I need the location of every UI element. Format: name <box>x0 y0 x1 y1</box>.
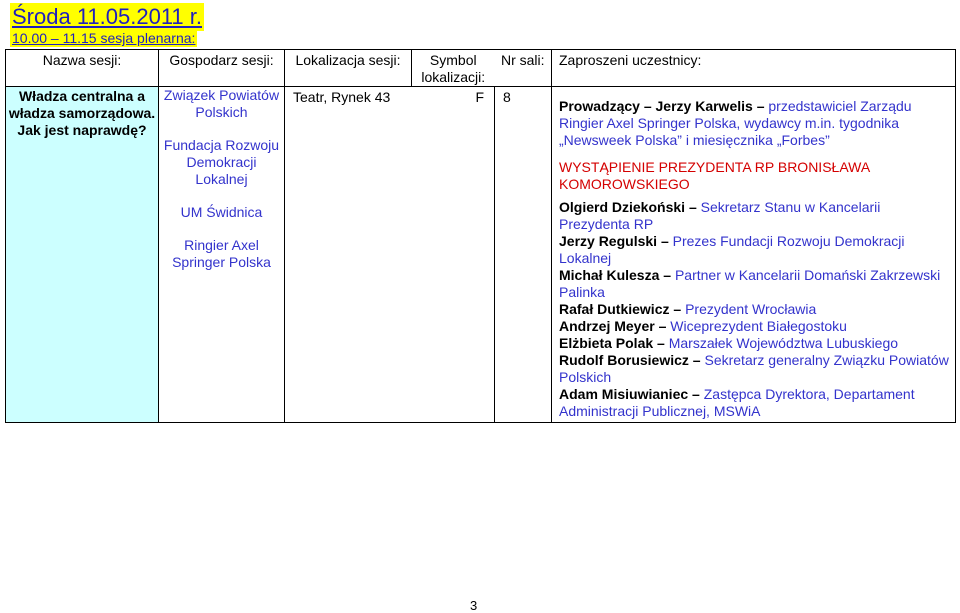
col-header-participants: Zaproszeni uczestnicy: <box>552 50 956 87</box>
host-cell <box>159 87 285 423</box>
participant-item: Michał Kulesza – Partner w Kancelarii Domański Zakrzewski Palinka <box>559 267 941 300</box>
date-text: Środa 11.05.2011 r. <box>12 4 202 29</box>
page-number: 3 <box>470 598 478 613</box>
participant-item: Rafał Dutkiewicz – Prezydent Wrocławia <box>559 301 817 317</box>
participant-item: Elżbieta Polak – Marszałek Województwa Lubuskiego <box>559 335 899 351</box>
date-heading <box>10 3 204 31</box>
col-header-room: Nr sali: <box>495 50 552 87</box>
col-header-name: Nazwa sesji: <box>6 50 159 87</box>
participant-item: Olgierd Dziekoński – Sekretarz Stanu w Kancelarii Prezydenta RP <box>559 199 881 232</box>
moderator-role: przedstawiciel Zarządu Ringier Axel Springer Polska, wydawcy m.in. tygodnika „Newsweek Polska” i miesięcznika „Forbes” <box>559 98 912 148</box>
participant-item: Jerzy Regulski – Prezes Fundacji Rozwoju Demokracji Lokalnej <box>559 233 905 266</box>
col-header-symbol: Symbol lokalizacji: <box>412 50 495 87</box>
session-name: Władza centralna a władza samorządowa. Jak jest naprawdę? <box>8 88 156 138</box>
host-item: Fundacja Rozwoju Demokracji Lokalnej <box>163 137 280 187</box>
table-header-row <box>6 50 956 87</box>
location-symbol: F <box>475 89 484 105</box>
session-time-text: 10.00 – 11.15 sesja plenarna: <box>12 30 196 46</box>
participant-item: Andrzej Meyer – Wiceprezydent Białegostoku <box>559 318 847 334</box>
room-cell <box>495 87 552 423</box>
col-header-location: Lokalizacja sesji: <box>285 50 412 87</box>
participant-item: Adam Misiuwianiec – Zastępca Dyrektora, Departament Administracji Publicznej, MSWiA <box>559 386 915 419</box>
session-time-heading <box>10 30 197 47</box>
col-header-host: Gospodarz sesji: <box>159 50 285 87</box>
program-table <box>5 49 956 423</box>
host-item: Ringier Axel Springer Polska <box>172 237 271 270</box>
participant-item: Rudolf Borusiewicz – Sekretarz generalny Związku Powiatów Polskich <box>559 352 949 385</box>
room-number: 8 <box>503 89 511 105</box>
session-name-cell <box>6 87 159 423</box>
host-item: Związek Powiatów Polskich <box>163 87 280 120</box>
speech-announcement: WYSTĄPIENIE PREZYDENTA RP BRONISŁAWA KOMOROWSKIEGO <box>559 159 870 192</box>
table-row <box>6 87 956 423</box>
location-text: Teatr, Rynek 43 <box>293 89 391 105</box>
moderator-line: Prowadzący – Jerzy Karwelis – przedstawiciel Zarządu Ringier Axel Springer Polska, wydawcy m.in. tygodnika „Newsweek Polska” i miesięcznika „Forbes” <box>559 98 912 148</box>
host-item: UM Świdnica <box>180 204 263 220</box>
location-cell <box>285 87 495 423</box>
participants-cell <box>552 87 956 423</box>
moderator-label: Prowadzący <box>559 98 640 114</box>
moderator-name: Jerzy Karwelis <box>655 98 753 114</box>
